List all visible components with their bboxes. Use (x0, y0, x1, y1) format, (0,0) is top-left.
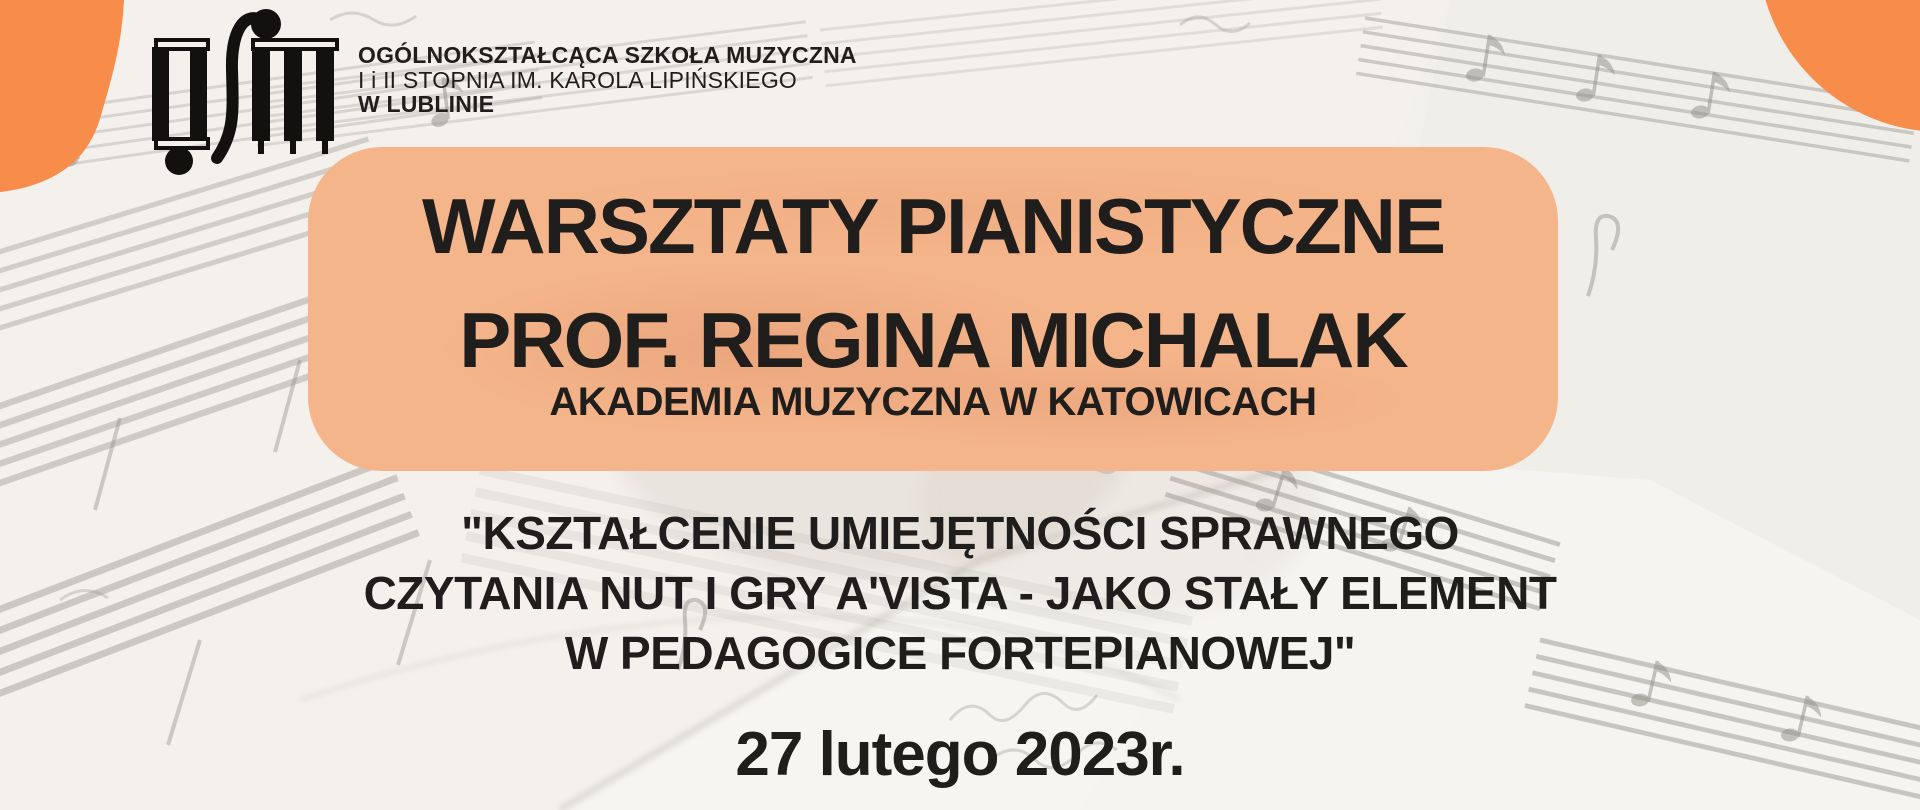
workshop-topic-quote (0, 503, 1920, 683)
quote-line1: "KSZTAŁCENIE UMIEJĘTNOŚCI SPRAWNEGO (461, 507, 1459, 559)
event-title-line1: WARSZTATY PIANISTYCZNE (421, 182, 1445, 270)
event-date: 27 lutego 2023r. (735, 720, 1185, 789)
school-name-line1: OGÓLNOKSZTAŁCĄCA SZKOŁA MUZYCZNA (358, 42, 857, 68)
quote-line2: CZYTANIA NUT I GRY A'VISTA - JAKO STAŁY ELEMENT (363, 567, 1557, 619)
quote-line3: W PEDAGOGICE FORTEPIANOWEJ" (564, 627, 1356, 679)
piano-keys-clef-logo-icon (138, 0, 348, 186)
title-banner (308, 147, 1558, 471)
school-name (358, 43, 857, 117)
school-name-line2: I i II STOPNIA IM. KAROLA LIPIŃSKIEGO (358, 66, 797, 93)
school-name-line3: W LUBLINIE (358, 91, 495, 117)
event-title-line2: PROF. REGINA MICHALAK (459, 296, 1407, 384)
event-subtitle: AKADEMIA MUZYCZNA W KATOWICACH (549, 380, 1317, 424)
